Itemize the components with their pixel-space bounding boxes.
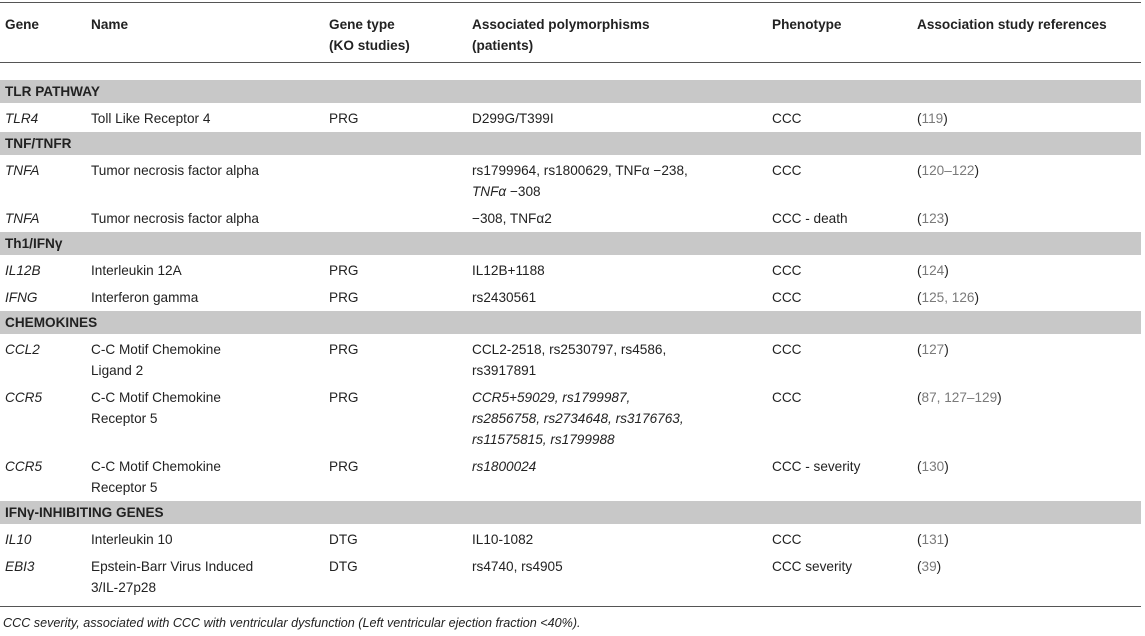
gene-cell: TNFA xyxy=(5,163,40,178)
poly-line: rs2856758, rs2734648, rs3176763, xyxy=(472,411,684,426)
table-row xyxy=(0,383,1141,452)
table-row xyxy=(0,104,1141,132)
references-cell xyxy=(912,335,1141,384)
header-polymorphisms xyxy=(467,3,767,63)
ref-paren-open: ( xyxy=(917,459,922,474)
gene-cell: IFNG xyxy=(5,290,38,305)
name-cell: Tumor necrosis factor alpha xyxy=(91,163,259,178)
gene-type-cell: PRG xyxy=(329,263,359,278)
poly-line: CCL2-2518, rs2530797, rs4586, xyxy=(472,342,667,357)
references-cell xyxy=(912,204,1141,232)
phenotype-cell: CCC xyxy=(772,111,802,126)
table-row xyxy=(0,552,1141,600)
ref-paren-open: ( xyxy=(917,290,922,305)
section-row xyxy=(0,132,1141,156)
phenotype-cell: CCC xyxy=(772,290,802,305)
section-row xyxy=(0,501,1141,525)
ref-paren-close: ) xyxy=(944,211,949,226)
header-polymorphisms-line2: (patients) xyxy=(472,38,534,53)
ref-paren-close: ) xyxy=(944,263,949,278)
gene-type-cell: PRG xyxy=(329,390,359,405)
table-row xyxy=(0,335,1141,384)
ref-paren-open: ( xyxy=(917,532,922,547)
table-row xyxy=(0,525,1141,553)
gene-type-cell: DTG xyxy=(329,559,358,574)
gene-type-cell: PRG xyxy=(329,342,359,357)
section-title-th1: Th1/IFNγ xyxy=(0,232,1141,256)
name-cell: Interleukin 12A xyxy=(91,263,182,278)
poly-line: rs3917891 xyxy=(472,363,537,378)
phenotype-cell: CCC xyxy=(772,390,802,405)
table-row xyxy=(0,256,1141,284)
polymorphisms-cell: rs1800024 xyxy=(472,459,537,474)
phenotype-cell: CCC xyxy=(772,532,802,547)
phenotype-cell: CCC xyxy=(772,342,802,357)
gene-cell: CCL2 xyxy=(5,342,40,357)
name-line: C-C Motif Chemokine xyxy=(91,342,221,357)
header-polymorphisms-line1: Associated polymorphisms xyxy=(472,17,650,32)
references-cell xyxy=(912,256,1141,284)
gene-cell: EBI3 xyxy=(5,559,35,574)
name-cell: Interleukin 10 xyxy=(91,532,173,547)
reference-link[interactable]: 127 xyxy=(921,342,945,357)
references-cell xyxy=(912,156,1141,205)
ref-paren-close: ) xyxy=(944,459,949,474)
ref-paren-open: ( xyxy=(917,111,922,126)
reference-link[interactable]: 87, 127–129 xyxy=(921,390,998,405)
gene-type-cell: PRG xyxy=(329,290,359,305)
ref-paren-close: ) xyxy=(944,532,949,547)
references-cell xyxy=(912,104,1141,132)
ref-paren-close: ) xyxy=(974,163,979,178)
poly-line: −308 xyxy=(506,184,541,199)
section-row xyxy=(0,232,1141,256)
name-line: C-C Motif Chemokine xyxy=(91,390,221,405)
reference-link[interactable]: 131 xyxy=(921,532,945,547)
gene-association-table xyxy=(0,2,1141,607)
name-cell xyxy=(86,452,324,501)
ref-paren-open: ( xyxy=(917,559,922,574)
header-gene-type-line2: (KO studies) xyxy=(329,38,410,53)
ref-paren-open: ( xyxy=(917,263,922,278)
table-row xyxy=(0,452,1141,501)
name-cell xyxy=(86,335,324,384)
polymorphisms-cell xyxy=(467,335,767,384)
section-title-tlr: TLR PATHWAY xyxy=(0,80,1141,104)
reference-link[interactable]: 125, 126 xyxy=(921,290,975,305)
poly-line: rs1799964, rs1800629, TNFα −238, xyxy=(472,163,688,178)
polymorphisms-cell xyxy=(467,383,767,452)
gene-cell: IL12B xyxy=(5,263,41,278)
table-row xyxy=(0,156,1141,205)
polymorphisms-cell: rs2430561 xyxy=(472,290,537,305)
gene-type-cell: PRG xyxy=(329,459,359,474)
table-bottom-rule xyxy=(0,600,1141,607)
gene-cell: IL10 xyxy=(5,532,32,547)
references-cell xyxy=(912,452,1141,501)
ref-paren-open: ( xyxy=(917,342,922,357)
table-footnote: CCC severity, associated with CCC with ventricular dysfunction (Left ventricular ejection fraction <40%). xyxy=(3,616,581,630)
polymorphisms-cell: IL12B+1188 xyxy=(472,263,545,278)
ref-paren-close: ) xyxy=(944,342,949,357)
name-line: 3/IL-27p28 xyxy=(91,580,157,595)
phenotype-cell: CCC severity xyxy=(772,559,853,574)
polymorphisms-cell xyxy=(467,156,767,205)
poly-line: rs11575815, rs1799988 xyxy=(472,432,615,447)
ref-paren-open: ( xyxy=(917,211,922,226)
gene-type-cell: DTG xyxy=(329,532,358,547)
header-gene-type-line1: Gene type xyxy=(329,17,395,32)
ref-paren-open: ( xyxy=(917,163,922,178)
header-gene: Gene xyxy=(0,3,86,63)
gene-cell: CCR5 xyxy=(5,390,43,405)
section-row xyxy=(0,80,1141,104)
phenotype-cell: CCC xyxy=(772,263,802,278)
polymorphisms-cell: D299G/T399I xyxy=(472,111,554,126)
name-line: C-C Motif Chemokine xyxy=(91,459,221,474)
header-references: Association study references xyxy=(912,3,1141,63)
polymorphisms-cell: −308, TNFα2 xyxy=(472,211,552,226)
ref-paren-open: ( xyxy=(917,390,922,405)
ref-paren-close: ) xyxy=(943,111,948,126)
table-header-row xyxy=(0,3,1141,63)
ref-paren-close: ) xyxy=(997,390,1002,405)
reference-link[interactable]: 120–122 xyxy=(921,163,975,178)
reference-link[interactable]: 130 xyxy=(921,459,945,474)
section-title-ifng-inhibiting: IFNγ-INHIBITING GENES xyxy=(0,501,1141,525)
header-name: Name xyxy=(86,3,324,63)
references-cell xyxy=(912,383,1141,452)
ref-paren-close: ) xyxy=(974,290,979,305)
gene-cell: CCR5 xyxy=(5,459,43,474)
section-title-tnf: TNF/TNFR xyxy=(0,132,1141,156)
references-cell xyxy=(912,552,1141,600)
gene-cell: TLR4 xyxy=(5,111,39,126)
references-cell xyxy=(912,525,1141,553)
header-phenotype: Phenotype xyxy=(767,3,912,63)
phenotype-cell: CCC xyxy=(772,163,802,178)
gene-type-cell: PRG xyxy=(329,111,359,126)
references-cell xyxy=(912,283,1141,311)
name-cell: Tumor necrosis factor alpha xyxy=(91,211,259,226)
gene-type-cell xyxy=(324,204,467,232)
name-cell xyxy=(86,552,324,600)
reference-link[interactable]: 123 xyxy=(921,211,945,226)
name-cell xyxy=(86,383,324,452)
gene-type-cell xyxy=(324,156,467,205)
header-gene-type xyxy=(324,3,467,63)
name-line: Receptor 5 xyxy=(91,411,158,426)
polymorphisms-cell: rs4740, rs4905 xyxy=(472,559,563,574)
reference-link[interactable]: 39 xyxy=(921,559,937,574)
name-cell: Toll Like Receptor 4 xyxy=(91,111,211,126)
ref-paren-close: ) xyxy=(936,559,942,574)
reference-link[interactable]: 124 xyxy=(921,263,945,278)
gene-cell: TNFA xyxy=(5,211,40,226)
poly-italic-gene: TNFα xyxy=(472,184,507,199)
section-row xyxy=(0,311,1141,335)
polymorphisms-cell: IL10-1082 xyxy=(472,532,534,547)
section-title-chemokines: CHEMOKINES xyxy=(0,311,1141,335)
table-row xyxy=(0,204,1141,232)
phenotype-cell: CCC - death xyxy=(772,211,848,226)
name-line: Receptor 5 xyxy=(91,480,158,495)
name-line: Epstein-Barr Virus Induced xyxy=(91,559,254,574)
name-line: Ligand 2 xyxy=(91,363,144,378)
poly-line: CCR5+59029, rs1799987, xyxy=(472,390,631,405)
phenotype-cell: CCC - severity xyxy=(772,459,861,474)
table-row xyxy=(0,283,1141,311)
name-cell: Interferon gamma xyxy=(91,290,199,305)
reference-link[interactable]: 119 xyxy=(921,111,944,126)
